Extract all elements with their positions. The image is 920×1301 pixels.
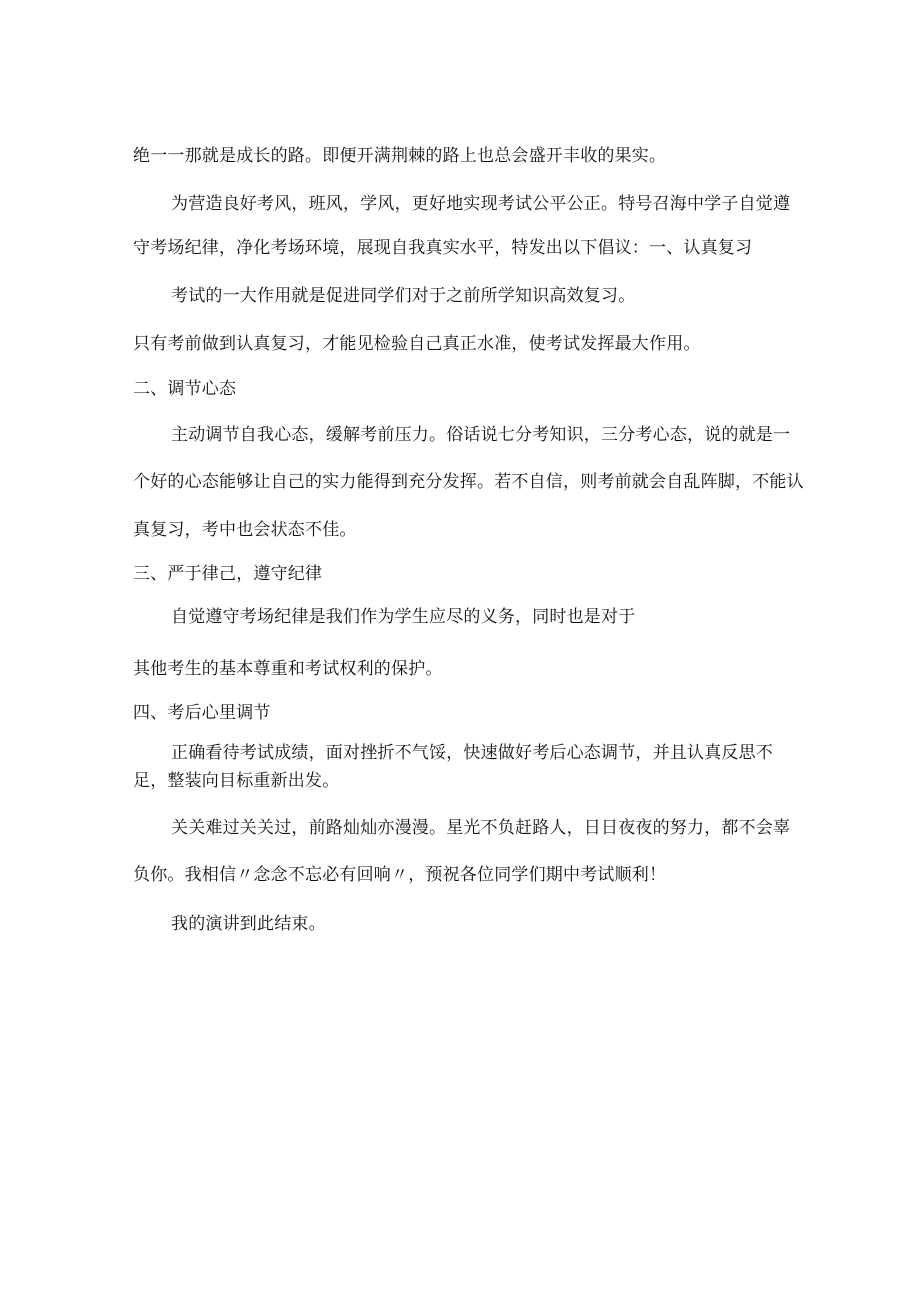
paragraph-line: 其他考生的基本尊重和考试权利的保护。: [133, 659, 443, 679]
paragraph-line: 只有考前做到认真复习，才能见检验自己真正水准，使考试发挥最大作用。: [133, 334, 701, 354]
paragraph-line: 正确看待考试成绩，面对挫折不气馁，快速做好考后心态调节，并且认真反思不: [171, 743, 773, 763]
paragraph-line: 足，整装向目标重新出发。: [133, 771, 340, 791]
paragraph-line: 真复习，考中也会状态不佳。: [133, 520, 357, 540]
paragraph-line: 为营造良好考风，班风，学风，更好地实现考试公平公正。特号召海中学子自觉遵: [171, 194, 791, 214]
section-heading: 四、考后心里调节: [133, 703, 271, 723]
paragraph-line: 个好的心态能够让自己的实力能得到充分发挥。若不自信，则考前就会自乱阵脚，不能认: [133, 472, 804, 492]
paragraph-line: 主动调节自我心态，缓解考前压力。俗话说七分考知识，三分考心态，说的就是一: [171, 425, 791, 445]
paragraph-line: 绝一一那就是成长的路。即便开满荆棘的路上也总会盛开丰收的果实。: [133, 146, 667, 166]
paragraph-line: 守考场纪律，净化考场环境，展现自我真实水平，特发出以下倡议：一、认真复习: [133, 238, 753, 258]
paragraph-line: 考试的一大作用就是促进同学们对于之前所学知识高效复习。: [171, 286, 636, 306]
paragraph-line: 自觉遵守考场纪律是我们作为学生应尽的义务，同时也是对于: [171, 607, 636, 627]
section-heading: 三、严于律己，遵守纪律: [133, 564, 323, 584]
paragraph-line: 关关难过关关过，前路灿灿亦漫漫。星光不负赶路人，日日夜夜的努力，都不会辜: [171, 818, 791, 838]
paragraph-line: 负你。我相信〃念念不忘必有回响〃，预祝各位同学们期中考试顺利！: [133, 865, 667, 885]
section-heading: 二、调节心态: [133, 379, 237, 399]
closing-line: 我的演讲到此结束。: [171, 914, 326, 934]
